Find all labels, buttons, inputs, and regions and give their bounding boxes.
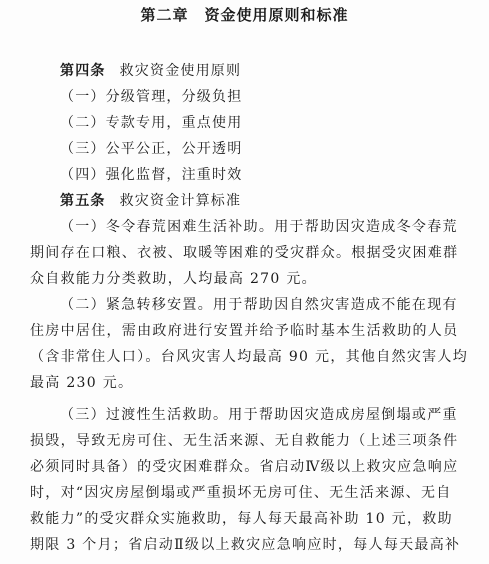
para3-line-1: （三）过渡性生活救助。用于帮助因灾造成房屋倒塌或严重 (60, 407, 458, 423)
article5-title: 救灾资金计算标准 (119, 193, 242, 209)
article5-head: 第五条 (60, 193, 106, 209)
article4-item-4: （四）强化监督，注重时效 (60, 167, 243, 183)
article4-item-1: （一）分级管理，分级负担 (60, 89, 243, 105)
para3-line-2: 损毁，导致无房可住、无生活来源、无自救能力（上述三项条件 (30, 433, 459, 449)
article4-head: 第四条 (60, 63, 106, 79)
article4-heading-line (60, 62, 241, 80)
para3-line-6: 期限 3 个月；省启动Ⅱ级以上救灾应急响应时，每人每天最高补 (30, 537, 461, 553)
para3-line-3: 必须同时具备）的受灾困难群众。省启动Ⅳ级以上救灾应急响应 (30, 459, 459, 475)
chapter-title: 第二章 资金使用原则和标准 (140, 6, 349, 24)
article4-item-2: （二）专款专用，重点使用 (60, 115, 243, 131)
para3-line-5: 救能力”的受灾群众实施救助，每人每天最高补助 10 元，救助 (30, 511, 453, 527)
para1-line-1: （一）冬令春荒困难生活补助。用于帮助因灾造成冬令春荒 (60, 219, 458, 235)
article4-item-3: （三）公平公正，公开透明 (60, 141, 243, 157)
para1-line-2: 期间存在口粮、衣被、取暖等困难的受灾群众。根据受灾困难群 (30, 245, 459, 261)
para3-line-4: 时，对“因灾房屋倒塌或严重损坏无房可住、无生活来源、无自 (30, 485, 452, 501)
para2-line-3: （含非常住人口）。台风灾害人均最高 90 元，其他自然灾害人均 (30, 349, 469, 365)
para1-line-3: 众自救能力分类救助，人均最高 270 元。 (30, 271, 317, 287)
para2-line-1: （二）紧急转移安置。用于帮助因自然灾害造成不能在现有 (60, 297, 458, 313)
para2-line-2: 住房中居住，需由政府进行安置并给予临时基本生活救助的人员 (30, 323, 459, 339)
article5-heading-line (60, 192, 241, 210)
para2-line-4: 最高 230 元。 (30, 375, 134, 391)
article4-title: 救灾资金使用原则 (119, 63, 242, 79)
